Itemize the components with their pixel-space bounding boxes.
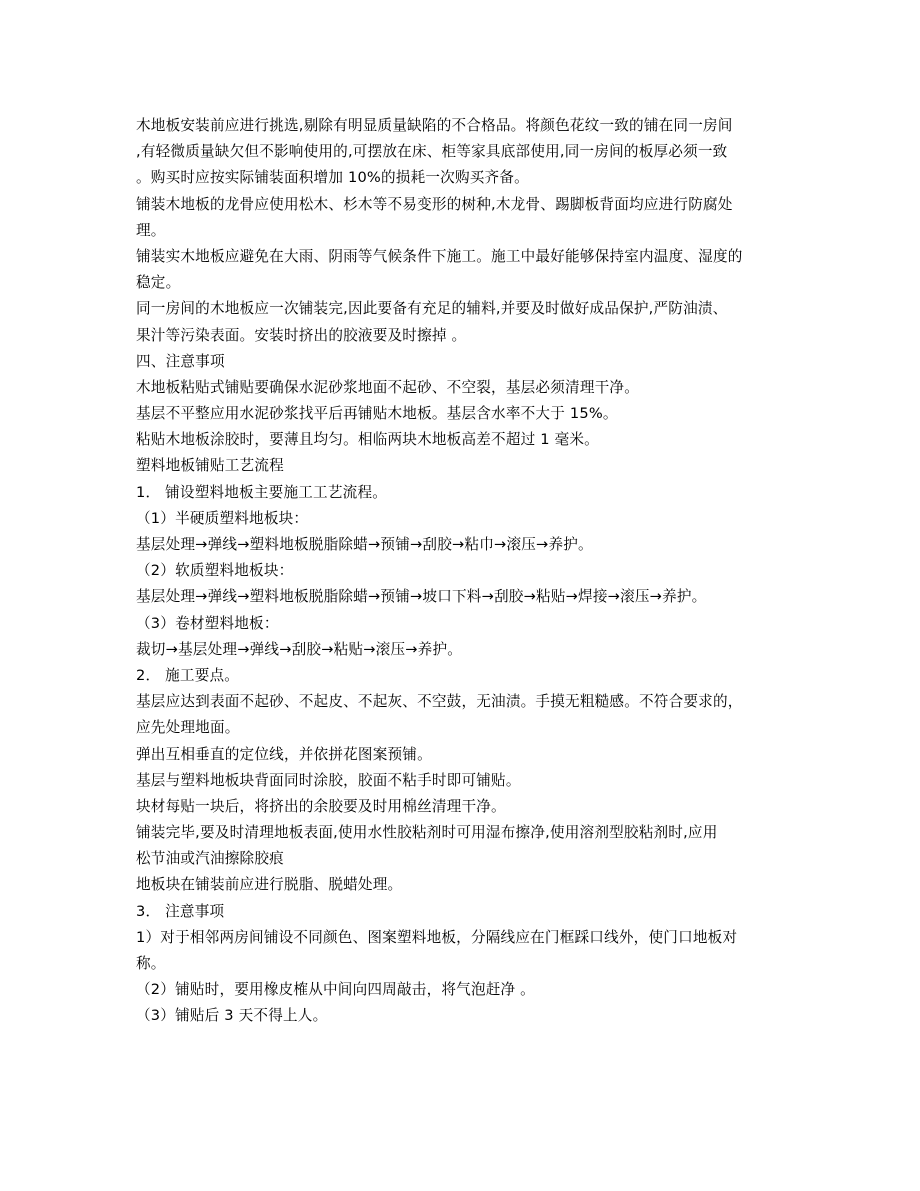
sub-item: （1）半硬质塑料地板块：: [136, 509, 309, 527]
process-flow: 基层处理→弹线→塑料地板脱脂除蜡→预铺→刮胶→粘巾→滚压→养护。: [136, 536, 593, 553]
text-line: 基层不平整应用水泥砂浆找平后再铺贴木地板。基层含水率不大于 15%。: [136, 405, 618, 423]
text-line: 应先处理地面。: [136, 719, 240, 737]
text-line: 铺装完毕,要及时清理地板表面,使用水性胶粘剂时可用湿布擦净,使用溶剂型胶粘剂时,应用: [136, 824, 718, 842]
text-line: 木地板粘贴式铺贴要确保水泥砂浆地面不起砂、不空裂，基层必须清理干净。: [136, 378, 639, 396]
text-line: 同一房间的木地板应一次铺装完,因此要备有充足的辅料,并要及时做好成品保护,严防油渍、: [136, 300, 728, 318]
numbered-item: 1． 铺设塑料地板主要施工工艺流程。: [136, 483, 388, 501]
text-line: 块材每贴一块后，将挤出的余胶要及时用棉丝清理干净。: [136, 797, 506, 815]
numbered-item: 3． 注意事项: [136, 902, 225, 920]
text-line: 粘贴木地板涂胶时，要薄且均匀。相临两块木地板高差不超过 1 毫米。: [136, 431, 599, 449]
process-flow: 基层处理→弹线→塑料地板脱脂除蜡→预铺→坡口下料→刮胶→粘贴→焊接→滚压→养护。: [136, 588, 707, 606]
text-line: 弹出互相垂直的定位线，并依拼花图案预铺。: [136, 745, 432, 763]
text-line: 铺装实木地板应避免在大雨、阴雨等气候条件下施工。施工中最好能够保持室内温度、湿度的: [136, 247, 743, 265]
text-line: 木地板安装前应进行挑选,剔除有明显质量缺陷的不合格品。将颜色花纹一致的铺在同一房间: [136, 117, 733, 134]
process-flow: 裁切→基层处理→弹线→刮胶→粘贴→滚压→养护。: [136, 640, 463, 658]
numbered-item: 2． 施工要点。: [136, 666, 240, 684]
text-line: 称。: [136, 955, 166, 972]
text-line: 基层与塑料地板块背面同时涂胶，胶面不粘手时即可铺贴。: [136, 771, 521, 789]
text-line: 地板块在铺装前应进行脱脂、脱蜡处理。: [136, 876, 403, 894]
text-line: 1）对于相邻两房间铺设不同颜色、图案塑料地板，分隔线应在门框踩口线外，使门口地板对: [136, 928, 738, 946]
sub-item: （3）铺贴后 3 天不得上人。: [136, 1007, 328, 1025]
sub-item: （2）铺贴时，要用橡皮榷从中间向四周敲击，将气泡赶净 。: [136, 981, 535, 999]
sub-item: （2）软质塑料地板块：: [136, 562, 294, 580]
text-line: 稳定。: [136, 274, 181, 292]
text-line: 果汁等污染表面。安装时挤出的胶液要及时擦掉 。: [136, 326, 467, 344]
text-line: 理。: [136, 221, 166, 239]
text-line: ,有轻微质量缺欠但不影响使用的,可摆放在床、柜等家具底部使用,同一房间的板厚必须一致: [136, 143, 728, 161]
text-line: 铺装木地板的龙骨应使用松木、杉木等不易变形的树种,木龙骨、踢脚板背面均应进行防腐处: [136, 195, 733, 213]
text-line: 松节油或汽油擦除胶痕: [136, 850, 284, 868]
text-line: 基层应达到表面不起砂、不起皮、不起灰、不空鼓，无油渍。手摸无粗糙感。不符合要求的，: [136, 693, 743, 711]
document-body: [136, 113, 788, 1030]
sub-item: （3）卷材塑料地板：: [136, 614, 279, 632]
section-heading: 塑料地板铺贴工艺流程: [136, 457, 284, 475]
text-line: 。购买时应按实际铺装面积增加 10%的损耗一次购买齐备。: [136, 169, 529, 187]
section-heading: 四、注意事项: [136, 352, 225, 370]
